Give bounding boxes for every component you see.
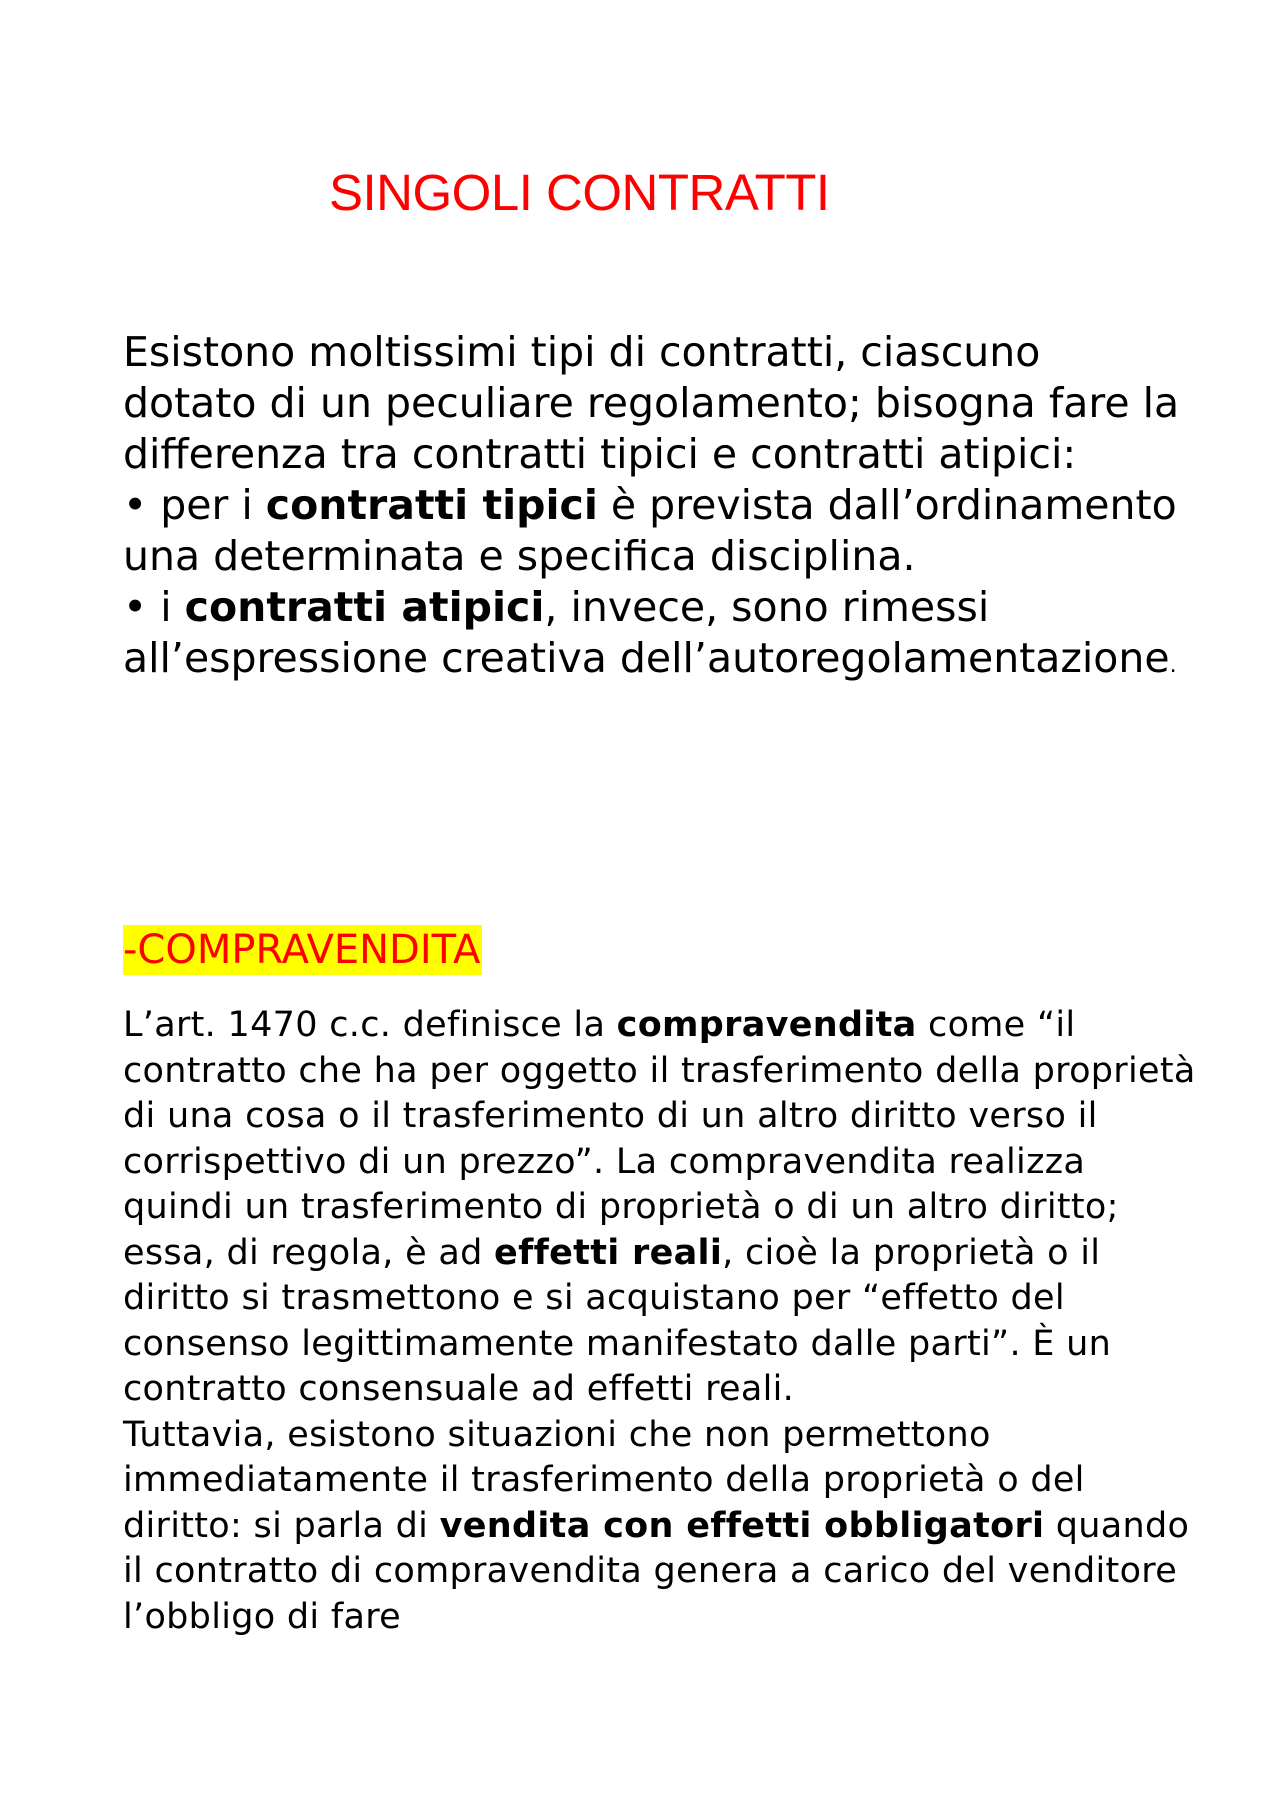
bullet-trailing-period: . [1169, 653, 1177, 678]
bullet-text-pre: i [160, 583, 185, 631]
bullet-bold-term: contratti atipici [184, 583, 545, 631]
bullet-item-typical [123, 480, 1183, 582]
body-paragraph [123, 1003, 1203, 1413]
body-bold-term: vendita con effetti obbligatori [439, 1505, 1045, 1546]
intro-paragraph: Esistono moltissimi tipi di contratti, ciascuno dotato di un peculiare regolamento; bisogna fare la differenza tra contratti tipici e contratti atipici: [123, 328, 1180, 478]
body-text-run: come “il contratto che ha per oggetto il trasferimento della proprietà di una cosa o il trasferimento di un altro diritto verso il corrispettivo di un prezzo”. La compravendita realizza quindi un trasferimento di proprietà o di un altro diritto; essa, di regola, è ad [123, 1005, 1196, 1273]
body-text-run: L’art. 1470 c.c. definisce la [123, 1005, 617, 1045]
bullet-text-pre: per i [160, 481, 266, 529]
section-heading-compravendita: -COMPRAVENDITA [123, 927, 481, 973]
bullet-marker: • [123, 481, 161, 529]
intro-section [123, 327, 1183, 691]
body-text-run: Tuttavia, esistono situazioni che non permettono immediatamente il trasferimento della proprietà o del diritto: si parla di [123, 1414, 1085, 1546]
body-bold-term: compravendita [616, 1005, 917, 1045]
body-text-run: quando il contratto di compravendita genera a carico del venditore l’obbligo di fare [123, 1505, 1190, 1637]
section-body [123, 1003, 1203, 1640]
page-title: SINGOLI CONTRATTI [329, 164, 830, 221]
bullet-text-post: , invece, sono rimessi all’espressione creativa dell’autoregolamentazione [123, 583, 1170, 682]
body-text-run: , cioè la proprietà o il diritto si trasmettono e si acquistano per “effetto del consenso legittimamente manifestato dalle parti”. È un contratto consensuale ad effetti reali. [123, 1232, 1112, 1409]
body-paragraph [123, 1413, 1203, 1641]
bullet-bold-term: contratti tipici [265, 481, 598, 529]
body-bold-term: effetti reali [494, 1232, 723, 1273]
bullet-text-post: è prevista dall’ordinamento una determinata e specifica disciplina. [123, 481, 1177, 580]
bullet-item-atypical [123, 582, 1183, 691]
bullet-marker: • [123, 583, 161, 631]
